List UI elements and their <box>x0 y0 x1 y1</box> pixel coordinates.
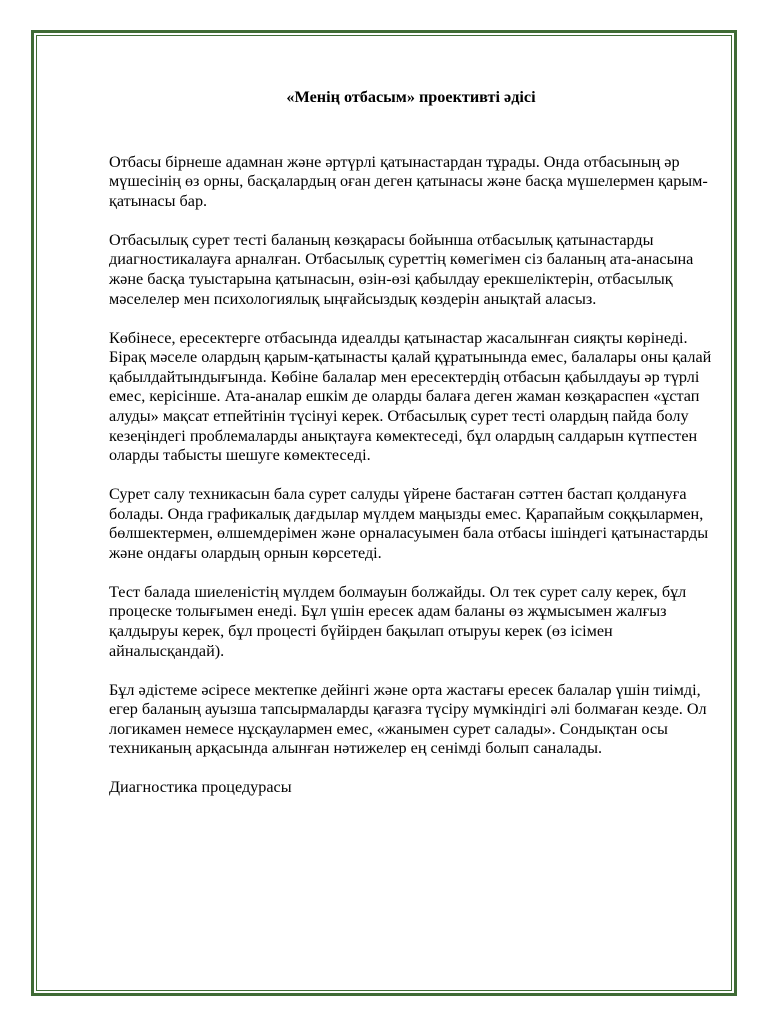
paragraph-test-conditions: Тест балада шиеленістің мүлдем болмауын болжайды. Ол тек сурет салу керек, бұл процеске толығымен енеді. Бұл үшін ересек адам баланы өз жұмысымен жалғыз қалдыруы керек, бұл процесті бүйірден бақылап отыруы керек (өз ісімен айналысқандай). <box>109 582 687 660</box>
paragraph-family-composition: Отбасы бірнеше адамнан және әртүрлі қатынастардан тұрады. Онда отбасының әр мүшесінің өз орны, басқалардың оған деген қатынасы және басқа мүшелермен қарым-қатынасы бар. <box>109 152 708 210</box>
document-title: «Менің отбасым» проективті әдісі <box>286 88 536 106</box>
document-page <box>109 88 713 817</box>
paragraph-test-purpose: Отбасылық сурет тесті баланың көзқарасы бойынша отбасылық қатынастарды диагностикалауға арналған. Отбасылық суреттің көмегімен сіз баланың ата-анасына және басқа туыстарына қатынасын, өзін-өзі қабылдау ерекшеліктерін, отбасылық мәселелер мен психологиялық ыңғайсыздық көздерін анықтай аласыз. <box>109 230 694 308</box>
paragraph-drawing-technique: Сурет салу техникасын бала сурет салуды үйрене бастаған сәттен бастап қолдануға болады. Онда графикалық дағдылар мүлдем маңызды емес. Қарапайым соққылармен, бөлшектермен, өлшемдерімен және орналасуымен бала отбасы ішіндегі қатынастарды және ондағы олардың орнын көрсетеді. <box>109 485 709 562</box>
section-heading-diagnostic-procedure: Диагностика процедурасы <box>109 778 292 797</box>
paragraph-adult-perception: Көбінесе, ересектерге отбасында идеалды қатынастар жасалынған сияқты көрінеді. Бірақ мәселе олардың қарым-қатынасты қалай құратынында емес, балалары оны қалай қабылдайтындығында. Көбіне балалар мен ересектердің отбасын қабылдауы әр түрлі емес, керісінше. Ата-аналар ешкім де оларды балаға деген жаман көзқараспен «ұстап алуды» мақсат етпейтінін түсінуі керек. Отбасылық сурет тесті олардың пайда болу кезеңіндегі проблемаларды анықтауға көмектеседі, бұл олардың салдарын күтпестен оларды табысты шешуге көмектеседі. <box>109 328 712 465</box>
paragraph-method-effectiveness: Бұл әдістеме әсіресе мектепке дейінгі және орта жастағы ересек балалар үшін тиімді, егер баланың ауызша тапсырмаларды қағазға түсіру мүмкіндігі әлі болмаған кезде. Ол логикамен немесе нұсқаулармен емес, «жанымен сурет салады». Сондықтан осы техниканың арқасында алынған нәтижелер ең сенімді болып саналады. <box>109 680 707 758</box>
